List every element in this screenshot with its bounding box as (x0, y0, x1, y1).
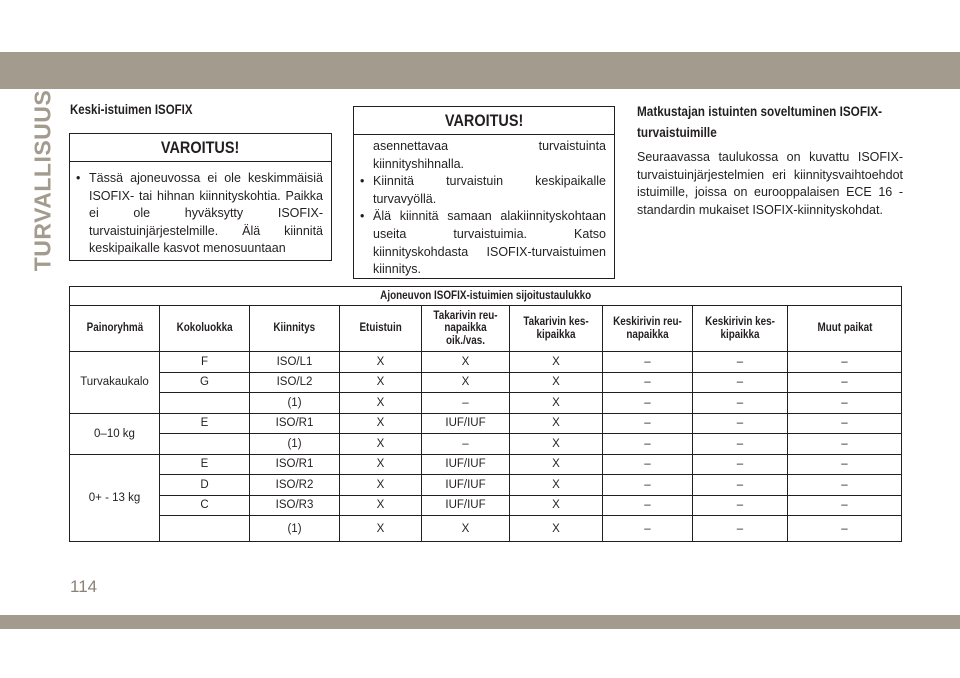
table-cell (160, 434, 250, 455)
table-cell (160, 516, 250, 542)
table-row (70, 516, 902, 542)
table-caption: Ajoneuvon ISOFIX-istuimien sijoitustaulukko (70, 287, 902, 306)
table-cell: – (788, 393, 902, 414)
right-heading-line: Matkustajan istuinten soveltuminen ISOFIX- (637, 103, 883, 119)
table-cell: X (422, 352, 510, 373)
section-label-text: TURVALLISUUS (29, 89, 56, 271)
table-cell: X (510, 454, 603, 475)
header-cell: Keskirivin kes-kipaikka (693, 306, 788, 352)
table-cell: X (340, 475, 422, 496)
table-cell: X (510, 352, 603, 373)
table-cell: E (160, 413, 250, 434)
table-cell: ISO/R1 (250, 454, 340, 475)
table-cell: ISO/R3 (250, 495, 340, 516)
table-row (70, 393, 902, 414)
table-cell: – (693, 475, 788, 496)
table-cell: – (603, 352, 693, 373)
table-cell: – (788, 352, 902, 373)
table-cell: – (603, 413, 693, 434)
warning-continuation: asennettavaa turvaistuinta kiinnityshihnalla. (373, 139, 606, 171)
table-cell: (1) (250, 393, 340, 414)
table-cell: X (510, 516, 603, 542)
warning-title-1: VAROITUS! (70, 134, 331, 162)
table-cell: X (340, 434, 422, 455)
table-cell: – (693, 393, 788, 414)
warning-item: • Tässä ajoneuvossa ei ole keskimmäisiä ISOFIX- tai hihnan kiinnityskohtia. Paikka ei ole hyväksytty ISOFIX-turvaistuinjärjestelmille. Älä kiinnitä keskipaikalle kasvot menosuuntaan (74, 170, 323, 258)
table-row (70, 454, 902, 475)
table-cell: C (160, 495, 250, 516)
table-cell: – (788, 434, 902, 455)
table-row (70, 495, 902, 516)
header-band (0, 52, 960, 89)
table-row (70, 434, 902, 455)
header-cell: Muut paikat (788, 306, 902, 352)
warning-item: • Kiinnitä turvaistuin keskipaikalle turvavyöllä. (358, 173, 606, 208)
table-cell: (1) (250, 516, 340, 542)
isofix-table (69, 286, 902, 542)
table-cell: ISO/L2 (250, 372, 340, 393)
table-cell: – (693, 352, 788, 373)
table-cell: X (422, 372, 510, 393)
table-cell: X (340, 352, 422, 373)
header-cell: Takarivin kes-kipaikka (510, 306, 603, 352)
table-cell (160, 393, 250, 414)
warning-box-2 (353, 106, 615, 279)
table-cell: IUF/IUF (422, 413, 510, 434)
table-cell: X (510, 413, 603, 434)
warning-box-1 (69, 133, 332, 261)
table-cell: X (510, 434, 603, 455)
header-cell: Keskirivin reu-napaikka (603, 306, 693, 352)
table-cell: X (510, 475, 603, 496)
table-cell: IUF/IUF (422, 495, 510, 516)
header-cell: Kokoluokka (160, 306, 250, 352)
table-cell: – (603, 516, 693, 542)
table-cell: – (603, 393, 693, 414)
table-cell: X (422, 516, 510, 542)
table-cell: X (340, 454, 422, 475)
section-side-label (28, 89, 58, 271)
table-cell: X (340, 393, 422, 414)
table-cell: – (693, 434, 788, 455)
table-row (70, 352, 902, 373)
table-cell: E (160, 454, 250, 475)
warning-list-1 (70, 162, 331, 258)
table-cell: ISO/R2 (250, 475, 340, 496)
table-cell: – (788, 413, 902, 434)
group-cell: Turvakaukalo (70, 352, 160, 414)
table-cell: – (693, 413, 788, 434)
table-cell: X (510, 393, 603, 414)
table-cell: X (510, 495, 603, 516)
page-number: 114 (70, 577, 98, 596)
header-cell: Painoryhmä (70, 306, 160, 352)
warning-list-2 (354, 135, 614, 279)
table-cell: – (603, 434, 693, 455)
table-cell: (1) (250, 434, 340, 455)
table-row (70, 475, 902, 496)
header-cell: Takarivin reu-napaikka oik./vas. (422, 306, 510, 352)
table-cell: – (788, 475, 902, 496)
table-cell: – (693, 454, 788, 475)
table-row (70, 372, 902, 393)
table-cell: – (603, 495, 693, 516)
table-cell: – (422, 434, 510, 455)
right-paragraph: Seuraavassa taulukossa on kuvattu ISOFIX-turvaistuinjärjestelmien eri kiinnitysvaihtoehdot istuimille, joissa on eurooppalaisen ECE 16 -standardin mukaiset ISOFIX-kiinnityskohdat. (637, 150, 903, 217)
warning-item: • Älä kiinnitä samaan alakiinnityskohtaan useita turvaistuimia. Katso kiinnityskohdasta ISOFIX-turvaistuimen kiinnitys. (358, 208, 606, 278)
group-cell: 0+ - 13 kg (70, 454, 160, 542)
table-cell: X (340, 372, 422, 393)
table-cell: ISO/R1 (250, 413, 340, 434)
table-cell: X (510, 372, 603, 393)
table-cell: – (788, 372, 902, 393)
table-cell: F (160, 352, 250, 373)
table-cell: – (422, 393, 510, 414)
table-cell: X (340, 495, 422, 516)
table-header-row (70, 306, 902, 352)
table-cell: X (340, 413, 422, 434)
table-cell: – (603, 372, 693, 393)
right-heading (637, 101, 907, 143)
right-heading-line: turvaistuimille (637, 124, 717, 140)
header-cell: Etuistuin (340, 306, 422, 352)
table-cell: X (340, 516, 422, 542)
table-cell: – (788, 454, 902, 475)
table-row (70, 413, 902, 434)
table-cell: – (693, 495, 788, 516)
table-cell: ISO/L1 (250, 352, 340, 373)
group-cell: 0–10 kg (70, 413, 160, 454)
table-cell: – (603, 475, 693, 496)
table-cell: – (693, 372, 788, 393)
table-cell: – (603, 454, 693, 475)
table-cell: G (160, 372, 250, 393)
footer-band (0, 615, 960, 629)
left-heading: Keski-istuimen ISOFIX (70, 101, 193, 117)
table-cell: – (693, 516, 788, 542)
table-cell: IUF/IUF (422, 454, 510, 475)
header-cell: Kiinnitys (250, 306, 340, 352)
table-cell: – (788, 495, 902, 516)
table-cell: IUF/IUF (422, 475, 510, 496)
warning-title-2: VAROITUS! (354, 107, 614, 135)
table-cell: D (160, 475, 250, 496)
table-cell: – (788, 516, 902, 542)
